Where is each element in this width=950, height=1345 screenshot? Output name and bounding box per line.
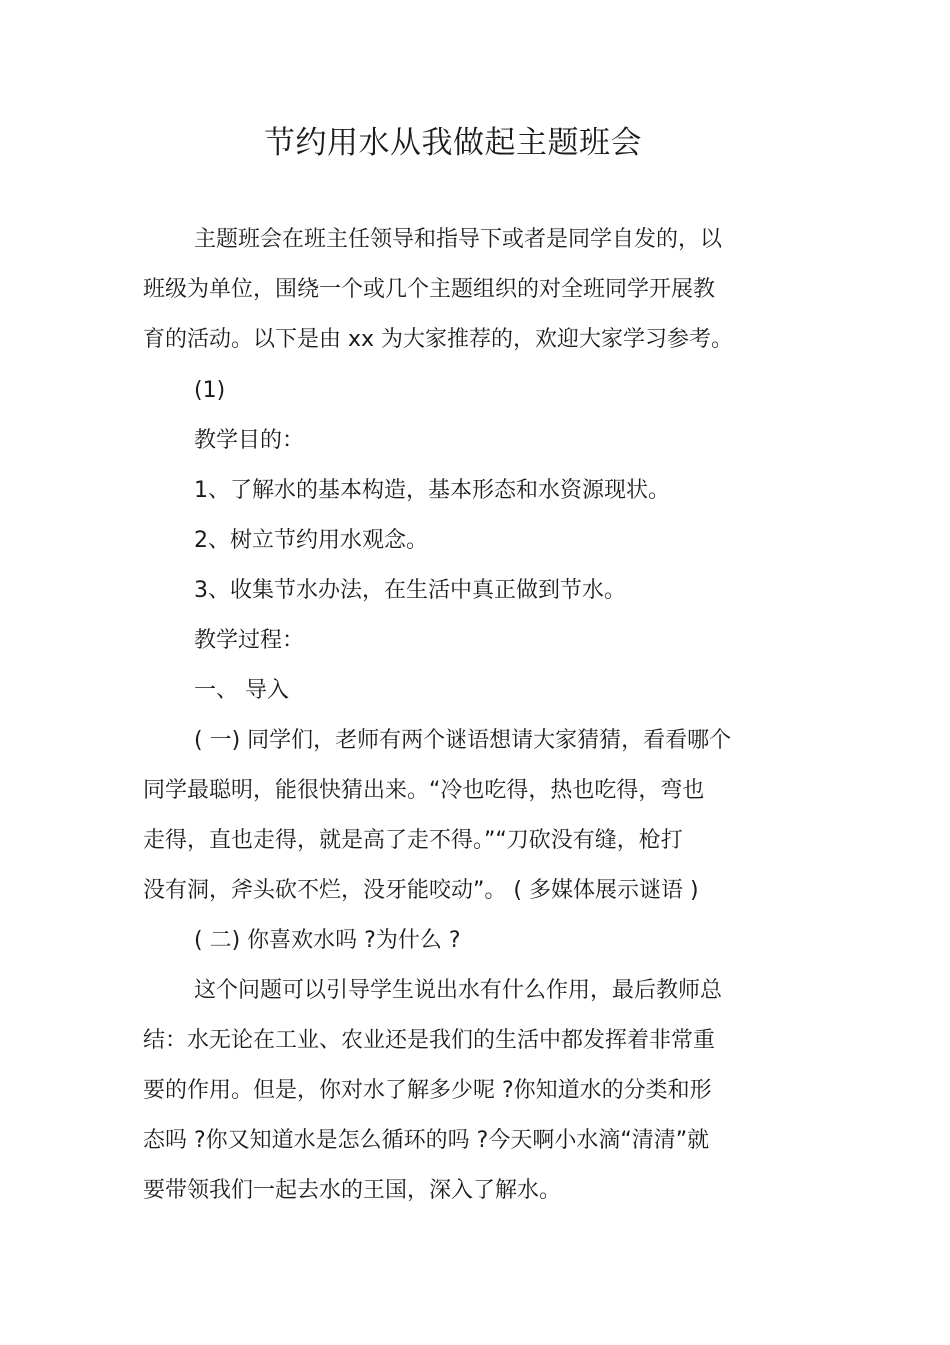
paragraph-line: 走得，直也走得，就是高了走不得。”“刀砍没有缝，枪打: [143, 828, 683, 853]
paragraph-line: ( 二) 你喜欢水吗 ?为什么 ?: [194, 928, 461, 953]
list-item: 1、了解水的基本构造，基本形态和水资源现状。: [194, 478, 670, 503]
paragraph-line: 班级为单位，围绕一个或几个主题组织的对全班同学开展教: [143, 277, 716, 302]
paragraph-line: 没有洞，斧头砍不烂，没牙能咬动”。 ( 多媒体展示谜语 ): [143, 878, 699, 903]
paragraph-line: 育的活动。以下是由 xx 为大家推荐的，欢迎大家学习参考。: [143, 327, 734, 352]
paragraph-line: 结：水无论在工业、农业还是我们的生活中都发挥着非常重: [143, 1028, 716, 1053]
subheading-intro: 一、 导入: [194, 678, 289, 703]
paragraph-line: 同学最聪明，能很快猜出来。“冷也吃得，热也吃得，弯也: [143, 778, 705, 803]
paragraph-line: 这个问题可以引导学生说出水有什么作用，最后教师总: [194, 978, 723, 1003]
heading-objectives: 教学目的：: [194, 428, 305, 453]
section-number: (1): [194, 378, 226, 403]
paragraph-line: 要的作用。但是，你对水了解多少呢 ?你知道水的分类和形: [143, 1078, 712, 1103]
heading-process: 教学过程：: [194, 628, 305, 653]
paragraph-line: 主题班会在班主任领导和指导下或者是同学自发的，以: [194, 227, 723, 252]
paragraph-line: ( 一) 同学们，老师有两个谜语想请大家猜猜，看看哪个: [194, 728, 732, 753]
paragraph-line: 态吗 ?你又知道水是怎么循环的吗 ?今天啊小水滴“清清”就: [143, 1128, 710, 1153]
page-title: 节约用水从我做起主题班会: [264, 125, 642, 161]
list-item: 2、树立节约用水观念。: [194, 528, 428, 553]
list-item: 3、收集节水办法，在生活中真正做到节水。: [194, 578, 626, 603]
paragraph-line: 要带领我们一起去水的王国，深入了解水。: [143, 1178, 562, 1203]
